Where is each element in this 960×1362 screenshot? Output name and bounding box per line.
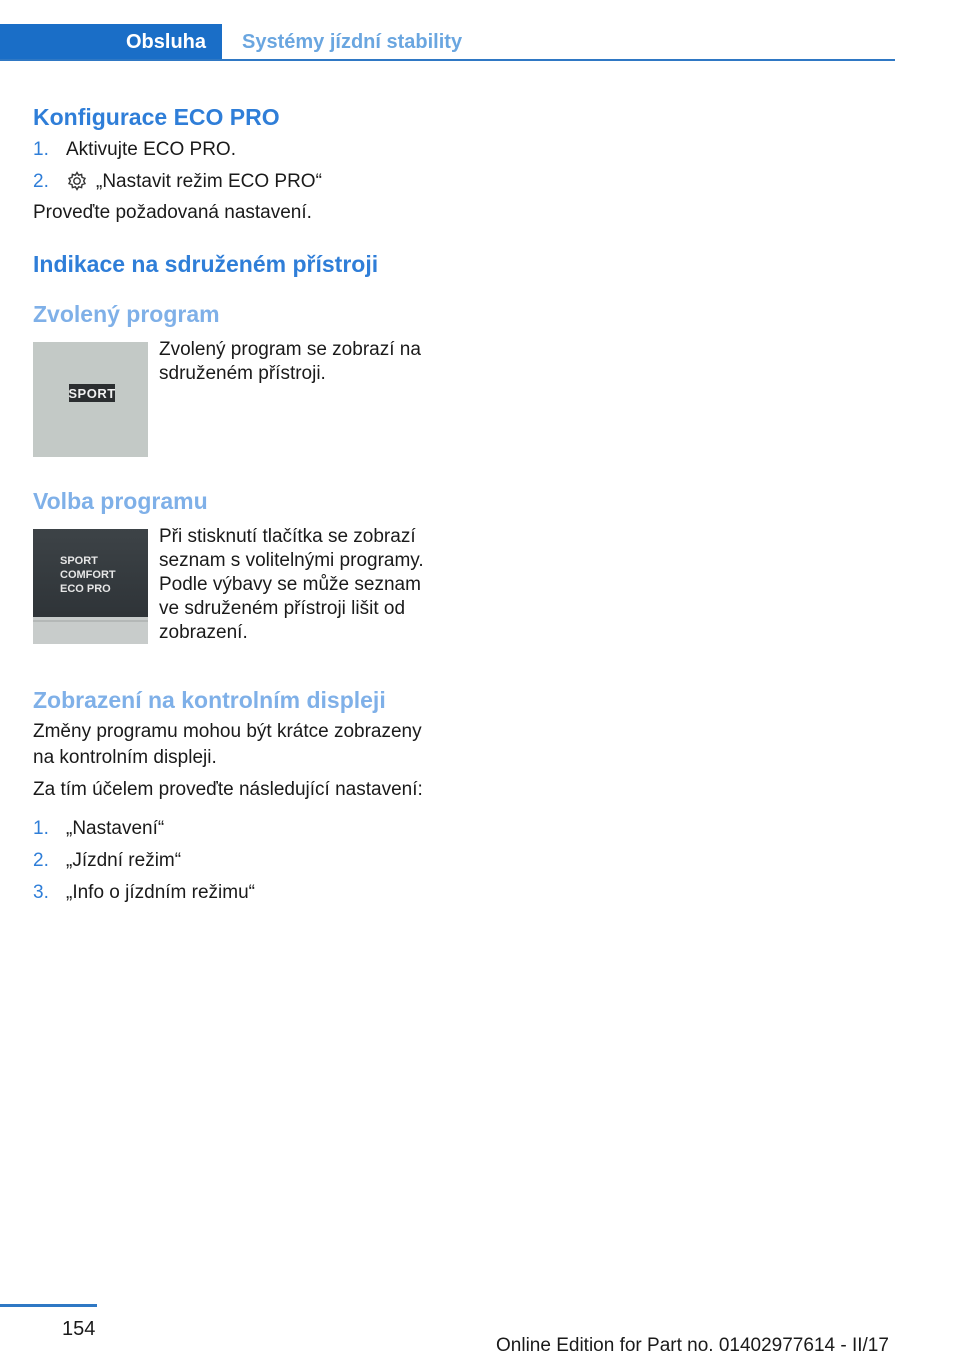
heading-volba-programu: Volba programu bbox=[33, 488, 208, 514]
cluster-image-program-list bbox=[33, 529, 148, 644]
step-number: 2. bbox=[33, 850, 49, 871]
heading-zobrazeni: Zobrazení na kontrolním displeji bbox=[33, 687, 386, 713]
text-line: Podle výbavy se může seznam bbox=[159, 574, 421, 595]
text-line: ve sdruženém přístroji lišit od bbox=[159, 598, 406, 619]
heading-konfigurace: Konfigurace ECO PRO bbox=[33, 104, 280, 130]
step-text: „Jízdní režim“ bbox=[66, 850, 182, 871]
chapter-tab[interactable]: Obsluha bbox=[0, 24, 222, 61]
text-line: sdruženém přístroji. bbox=[159, 363, 326, 384]
footer-divider bbox=[0, 1304, 97, 1307]
sport-badge: SPORT bbox=[68, 385, 116, 401]
heading-indikace: Indikace na sdruženém přístroji bbox=[33, 251, 379, 277]
step-number: 1. bbox=[33, 139, 49, 160]
step-number: 1. bbox=[33, 818, 49, 839]
paragraph: Proveďte požadovaná nastavení. bbox=[33, 202, 312, 223]
text-line: Změny programu mohou být krátce zobrazeny bbox=[33, 721, 422, 742]
header-divider bbox=[0, 59, 895, 61]
image-bottom-strip bbox=[33, 617, 148, 644]
menu-item-sport: SPORT bbox=[60, 555, 98, 567]
paragraph bbox=[33, 719, 422, 771]
heading-zvoleny-program: Zvolený program bbox=[33, 301, 220, 327]
gear-icon bbox=[66, 170, 88, 192]
text-line: na kontrolním displeji. bbox=[33, 747, 217, 768]
side-text-volba bbox=[159, 525, 449, 645]
step-text: „Info o jízdním režimu“ bbox=[66, 882, 255, 903]
text-line: zobrazení. bbox=[159, 622, 248, 643]
step-text: „Nastavení“ bbox=[66, 818, 165, 839]
menu-item-eco-pro: ECO PRO bbox=[60, 583, 111, 595]
side-text-zvoleny bbox=[159, 338, 449, 386]
cluster-image-sport bbox=[33, 342, 148, 457]
paragraph: Za tím účelem proveďte následující nastavení: bbox=[33, 779, 423, 800]
step-number: 2. bbox=[33, 171, 49, 192]
step-number: 3. bbox=[33, 882, 49, 903]
page-number: 154 bbox=[62, 1318, 96, 1340]
menu-item-comfort: COMFORT bbox=[60, 569, 116, 581]
text-line: Zvolený program se zobrazí na bbox=[159, 339, 421, 360]
text-line: Při stisknutí tlačítka se zobrazí bbox=[159, 526, 416, 547]
text-line: seznam s volitelnými programy. bbox=[159, 550, 424, 571]
section-title[interactable]: Systémy jízdní stability bbox=[242, 31, 463, 53]
step-text: Aktivujte ECO PRO. bbox=[66, 139, 236, 160]
page-header bbox=[0, 24, 895, 61]
step-text: „Nastavit režim ECO PRO“ bbox=[96, 171, 322, 192]
edition-note: Online Edition for Part no. 01402977614 - II/17 bbox=[496, 1335, 889, 1356]
